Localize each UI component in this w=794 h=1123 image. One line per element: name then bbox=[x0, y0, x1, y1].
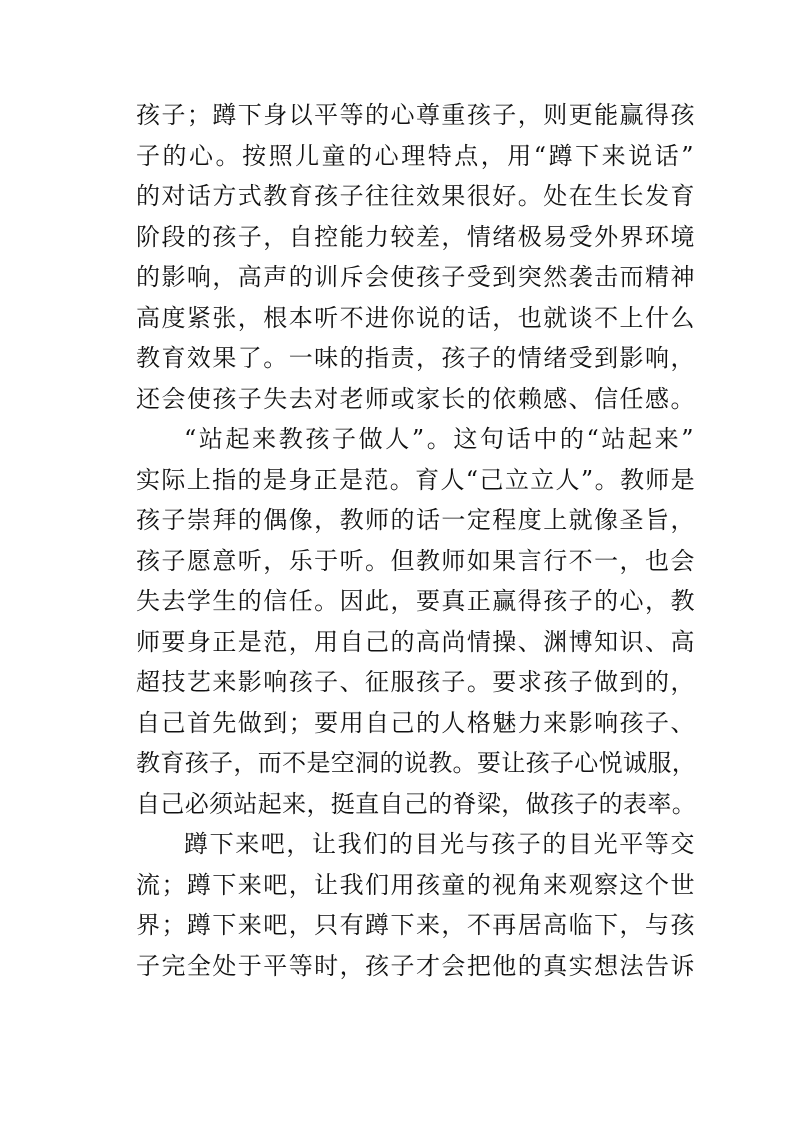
paragraph-start-line: 蹲下来吧，让我们的目光与孩子的目光平等交 bbox=[184, 830, 696, 858]
text-line: 师要身正是范，用自己的高尚情操、渊博知识、高 bbox=[136, 627, 696, 656]
text-line: 界；蹲下来吧，只有蹲下来，不再居高临下，与孩 bbox=[136, 911, 696, 939]
text-line: 教育效果了。一味的指责，孩子的情绪受到影响， bbox=[136, 344, 696, 372]
text-line: 自己必须站起来，挺直自己的脊梁，做孩子的表率。 bbox=[136, 789, 697, 818]
text-line: 阶段的孩子，自控能力较差，情绪极易受外界环境 bbox=[136, 222, 696, 251]
text-line: 超技艺来影响孩子、征服孩子。要求孩子做到的， bbox=[136, 668, 696, 696]
text-line: 的对话方式教育孩子往往效果很好。处在生长发育 bbox=[136, 182, 696, 210]
text-line: 子的心。按照儿童的心理特点，用“蹲下来说话” bbox=[136, 141, 696, 170]
text-line: 的影响，高声的训斥会使孩子受到突然袭击而精神 bbox=[136, 263, 696, 291]
text-line: 高度紧张，根本听不进你说的话，也就谈不上什么 bbox=[136, 303, 696, 332]
text-line: 还会使孩子失去对老师或家长的依赖感、信任感。 bbox=[136, 384, 696, 413]
text-line: 流；蹲下来吧，让我们用孩童的视角来观察这个世 bbox=[136, 870, 696, 899]
text-line: 教育孩子，而不是空洞的说教。要让孩子心悦诚服， bbox=[136, 749, 697, 777]
text-line: 孩子崇拜的偶像，教师的话一定程度上就像圣旨， bbox=[136, 506, 696, 534]
text-line: 子完全处于平等时，孩子才会把他的真实想法告诉 bbox=[136, 951, 696, 980]
text-line: 自己首先做到；要用自己的人格魅力来影响孩子、 bbox=[136, 708, 696, 737]
text-line: 实际上指的是身正是范。育人“己立立人”。教师是 bbox=[136, 465, 697, 494]
text-line: 失去学生的信任。因此，要真正赢得孩子的心，教 bbox=[136, 587, 696, 615]
document-body bbox=[136, 95, 696, 986]
text-line: 孩子；蹲下身以平等的心尊重孩子，则更能赢得孩 bbox=[136, 101, 696, 129]
text-line: 孩子愿意听，乐于听。但教师如果言行不一，也会 bbox=[136, 546, 696, 575]
paragraph-start-line: “站起来教孩子做人”。这句话中的“站起来” bbox=[184, 425, 697, 453]
